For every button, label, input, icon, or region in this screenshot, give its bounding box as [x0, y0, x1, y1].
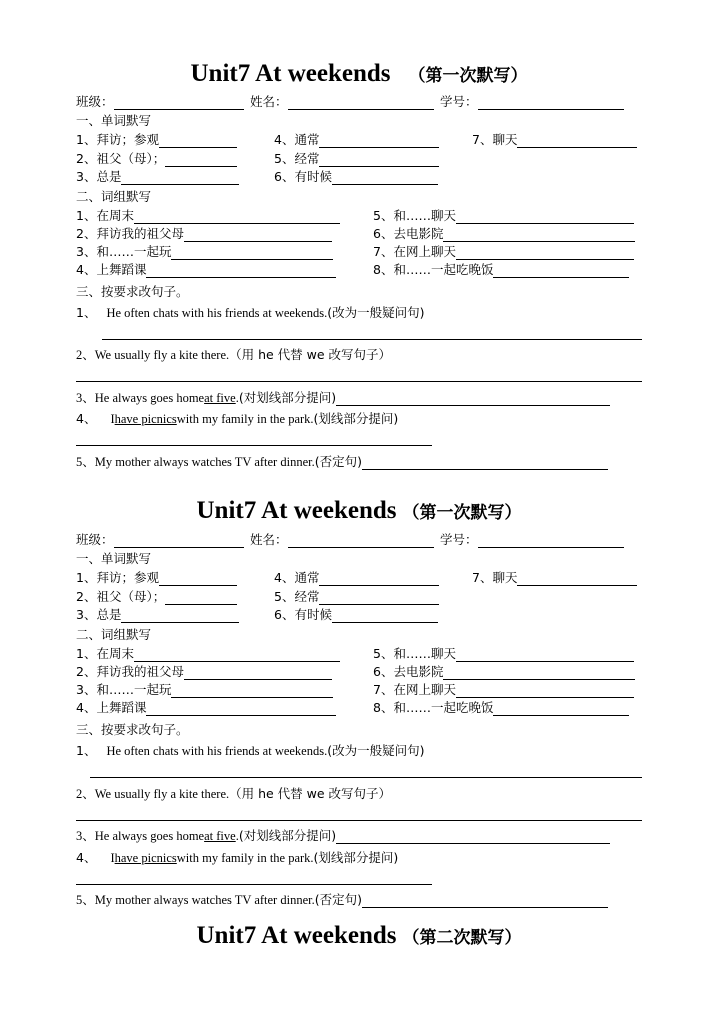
phrase-item: 6、去电影院	[373, 226, 444, 241]
answer-blank[interactable]	[456, 245, 634, 260]
answer-blank[interactable]	[517, 571, 637, 586]
word-item: 6、有时候	[274, 607, 332, 622]
question-text: with my family in the park.	[176, 412, 314, 426]
phrase-row	[0, 260, 718, 278]
answer-blank[interactable]	[319, 152, 439, 167]
word-item: 1、拜访；参观	[76, 570, 159, 585]
answer-blank[interactable]	[517, 133, 637, 148]
answer-blank[interactable]	[134, 647, 340, 662]
word-row	[0, 605, 718, 623]
answer-blank[interactable]	[121, 608, 239, 623]
answer-blank[interactable]	[336, 829, 610, 844]
answer-blank[interactable]	[332, 170, 438, 185]
title-round: （第二次默写）	[402, 928, 522, 948]
number-label: 学号：	[440, 94, 478, 109]
section-heading	[0, 187, 718, 205]
section2-heading: 二、词组默写	[76, 189, 152, 204]
question-instruction: (对划线部分提问)	[238, 390, 337, 405]
answer-blank[interactable]	[443, 227, 635, 242]
question-number: 1、	[76, 743, 97, 758]
answer-blank[interactable]	[362, 893, 608, 908]
sentence-question	[0, 409, 718, 427]
question-instruction: (否定句)	[314, 454, 362, 469]
answer-blank[interactable]	[121, 170, 239, 185]
sentence-question	[0, 784, 718, 802]
name-field[interactable]	[288, 95, 434, 110]
word-item: 2、祖父（母）；	[76, 589, 166, 604]
underlined-phrase: have picnics	[114, 851, 177, 865]
question-instruction: (否定句)	[314, 892, 362, 907]
section1-heading: 一、单词默写	[76, 113, 152, 128]
phrase-item: 2、拜访我的祖父母	[76, 664, 184, 679]
student-info-row	[0, 530, 718, 548]
phrase-row	[0, 206, 718, 224]
section1-heading: 一、单词默写	[76, 551, 152, 566]
word-item: 4、通常	[274, 570, 320, 585]
question-text: 3、He always goes home	[76, 391, 205, 405]
question-text: I	[110, 412, 115, 426]
answer-blank[interactable]	[184, 665, 332, 680]
worksheet-title	[0, 497, 718, 525]
phrase-item: 7、在网上聊天	[373, 244, 456, 259]
phrase-row	[0, 224, 718, 242]
question-number: 1、	[76, 305, 97, 320]
class-field[interactable]	[114, 533, 244, 548]
answer-blank[interactable]	[184, 227, 332, 242]
title-english: Unit7 At weekends	[196, 922, 397, 949]
word-item: 5、经常	[274, 151, 320, 166]
question-number: 4、	[76, 411, 97, 426]
number-field[interactable]	[478, 95, 624, 110]
answer-blank[interactable]	[171, 683, 333, 698]
question-instruction: (改为一般疑问句)	[327, 305, 425, 320]
section2-heading: 二、词组默写	[76, 627, 152, 642]
class-field[interactable]	[114, 95, 244, 110]
answer-blank[interactable]	[443, 665, 635, 680]
sentence-question	[0, 826, 718, 844]
word-item: 6、有时候	[274, 169, 332, 184]
answer-blank[interactable]	[134, 209, 340, 224]
answer-blank[interactable]	[362, 455, 608, 470]
phrase-item: 8、和……一起吃晚饭	[373, 262, 494, 277]
phrase-row	[0, 242, 718, 260]
sentence-question	[0, 848, 718, 866]
student-info-row	[0, 92, 718, 110]
number-label: 学号：	[440, 532, 478, 547]
answer-blank[interactable]	[159, 133, 237, 148]
question-text: He often chats with his friends at weekends.	[106, 744, 328, 758]
phrase-item: 3、和……一起玩	[76, 244, 172, 259]
answer-blank[interactable]	[159, 571, 237, 586]
phrase-item: 7、在网上聊天	[373, 682, 456, 697]
question-text: 2、We usually fly a kite there.	[76, 348, 230, 362]
question-text: with my family in the park.	[176, 851, 314, 865]
question-number: 4、	[76, 850, 97, 865]
phrase-item: 1、在周末	[76, 208, 134, 223]
word-row	[0, 568, 718, 586]
answer-line[interactable]	[76, 820, 642, 821]
answer-blank[interactable]	[336, 391, 610, 406]
section-heading	[0, 111, 718, 129]
section3-heading: 三、按要求改句子。	[76, 284, 189, 299]
question-text: 5、My mother always watches TV after dinner.	[76, 455, 315, 469]
word-item: 7、聊天	[472, 570, 518, 585]
question-text: .	[235, 391, 239, 405]
answer-line[interactable]	[102, 339, 642, 340]
word-row	[0, 130, 718, 148]
answer-blank[interactable]	[319, 590, 439, 605]
question-instruction: (改为一般疑问句)	[327, 743, 425, 758]
word-item: 1、拜访；参观	[76, 132, 159, 147]
answer-blank[interactable]	[165, 590, 237, 605]
worksheet-title	[0, 60, 718, 88]
word-item: 4、通常	[274, 132, 320, 147]
section-heading	[0, 282, 718, 300]
section-heading	[0, 720, 718, 738]
phrase-item: 5、和……聊天	[373, 646, 456, 661]
phrase-item: 1、在周末	[76, 646, 134, 661]
answer-blank[interactable]	[171, 245, 333, 260]
underlined-phrase: have picnics	[114, 412, 177, 426]
question-text: 5、My mother always watches TV after dinner.	[76, 893, 315, 907]
answer-line[interactable]	[76, 884, 432, 885]
number-field[interactable]	[478, 533, 624, 548]
class-label: 班级：	[76, 94, 114, 109]
answer-blank[interactable]	[146, 701, 336, 716]
phrase-item: 3、和……一起玩	[76, 682, 172, 697]
sentence-question	[0, 890, 718, 908]
question-text: I	[110, 851, 115, 865]
answer-blank[interactable]	[319, 133, 439, 148]
phrase-row	[0, 644, 718, 662]
underlined-phrase: at five	[204, 829, 236, 843]
answer-blank[interactable]	[146, 263, 336, 278]
sentence-question	[0, 388, 718, 406]
word-item: 5、经常	[274, 589, 320, 604]
answer-blank[interactable]	[456, 683, 634, 698]
answer-blank[interactable]	[165, 152, 237, 167]
sentence-question	[0, 303, 718, 321]
question-text: .	[235, 829, 239, 843]
question-instruction: （用 he 代替 we 改写句子）	[229, 347, 392, 362]
phrase-row	[0, 662, 718, 680]
answer-line[interactable]	[76, 381, 642, 382]
question-instruction: (对划线部分提问)	[238, 828, 337, 843]
phrase-item: 2、拜访我的祖父母	[76, 226, 184, 241]
title-english: Unit7 At weekends	[196, 497, 397, 524]
word-item: 7、聊天	[472, 132, 518, 147]
sentence-question	[0, 345, 718, 363]
phrase-row	[0, 680, 718, 698]
question-instruction: (划线部分提问)	[313, 850, 399, 865]
class-label: 班级：	[76, 532, 114, 547]
name-label: 姓名：	[250, 532, 288, 547]
phrase-item: 8、和……一起吃晚饭	[373, 700, 494, 715]
answer-blank[interactable]	[493, 263, 629, 278]
word-item: 3、总是	[76, 169, 122, 184]
phrase-item: 4、上舞蹈课	[76, 700, 147, 715]
phrase-item: 5、和……聊天	[373, 208, 456, 223]
title-round: （第一次默写）	[402, 503, 522, 523]
section3-heading: 三、按要求改句子。	[76, 722, 189, 737]
question-text: He often chats with his friends at weekends.	[106, 306, 328, 320]
title-round: （第一次默写）	[408, 66, 528, 86]
answer-blank[interactable]	[456, 647, 634, 662]
phrase-item: 6、去电影院	[373, 664, 444, 679]
phrase-row	[0, 698, 718, 716]
answer-line[interactable]	[76, 445, 432, 446]
answer-blank[interactable]	[332, 608, 438, 623]
section-heading	[0, 549, 718, 567]
title-english: Unit7 At weekends	[190, 60, 391, 87]
sentence-question	[0, 452, 718, 470]
answer-line[interactable]	[90, 777, 642, 778]
phrase-item: 4、上舞蹈课	[76, 262, 147, 277]
question-text: 2、We usually fly a kite there.	[76, 787, 230, 801]
sentence-question	[0, 741, 718, 759]
word-row	[0, 587, 718, 605]
worksheet-title	[0, 922, 718, 950]
word-row	[0, 167, 718, 185]
word-item: 3、总是	[76, 607, 122, 622]
word-row	[0, 149, 718, 167]
word-item: 2、祖父（母）；	[76, 151, 166, 166]
answer-blank[interactable]	[319, 571, 439, 586]
name-field[interactable]	[288, 533, 434, 548]
section-heading	[0, 625, 718, 643]
answer-blank[interactable]	[493, 701, 629, 716]
question-text: 3、He always goes home	[76, 829, 205, 843]
name-label: 姓名：	[250, 94, 288, 109]
question-instruction: （用 he 代替 we 改写句子）	[229, 786, 392, 801]
question-instruction: (划线部分提问)	[313, 411, 399, 426]
underlined-phrase: at five	[204, 391, 236, 405]
answer-blank[interactable]	[456, 209, 634, 224]
